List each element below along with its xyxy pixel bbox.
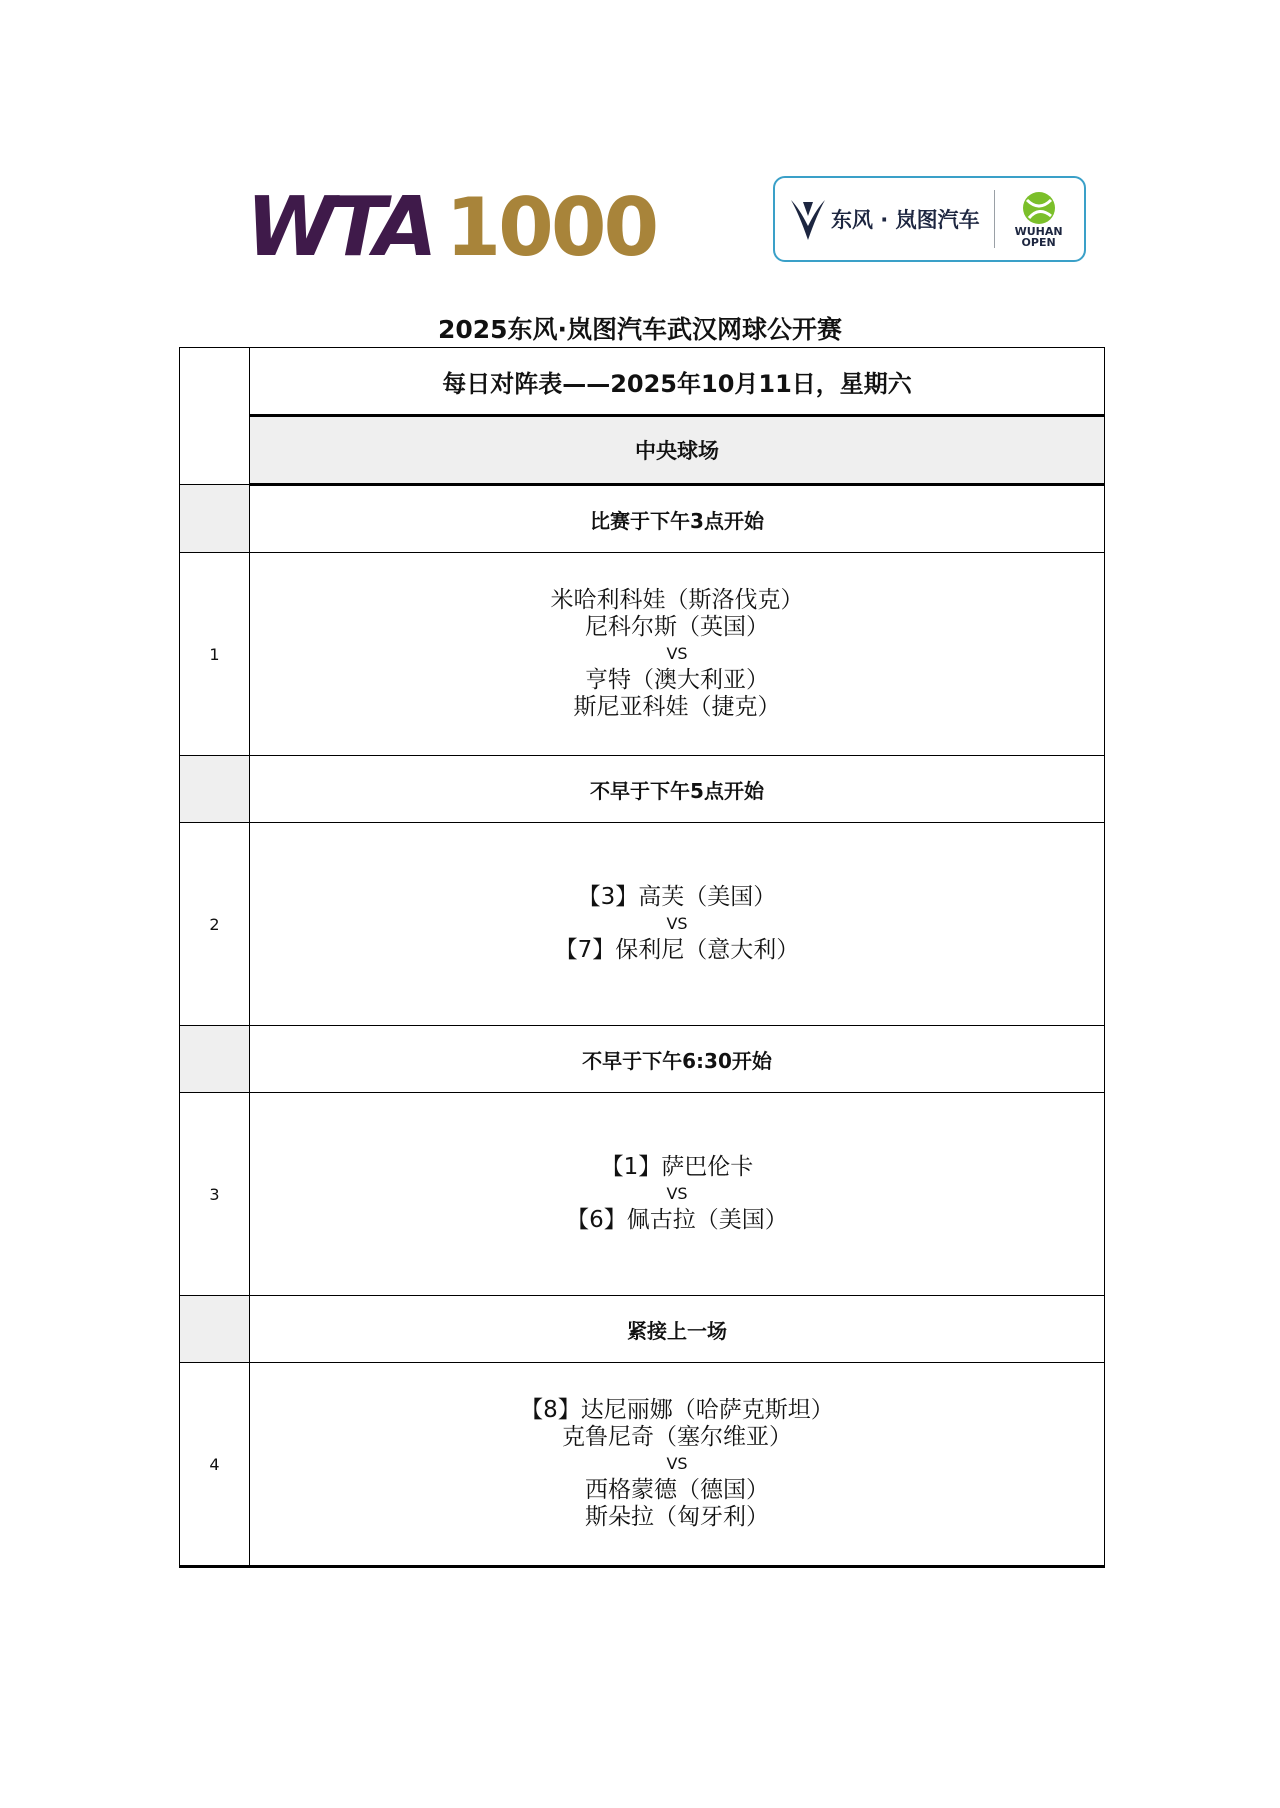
tournament-title: 2025东风·岚图汽车武汉网球公开赛 [437,315,843,344]
player-name: 【8】达尼丽娜（哈萨克斯坦） [520,1397,834,1423]
match-cell [250,553,1105,756]
wta-logo-number: 1000 [445,181,657,274]
player-name: 斯朵拉（匈牙利） [585,1504,769,1530]
match-cell [250,823,1105,1026]
player-name: 【7】保利尼（意大利） [554,937,800,963]
time-row-blank-cell [180,1296,250,1363]
time-row-blank-cell [180,1026,250,1093]
match-number: 3 [180,1093,250,1296]
time-row [180,1026,1105,1093]
time-row [180,485,1105,553]
court-name: 中央球场 [250,416,1105,485]
time-row [180,1296,1105,1363]
open-label: OPEN [1021,236,1056,249]
match-row [180,553,1105,756]
wta-1000-logo [246,180,657,275]
wuhan-label: WUHAN [1014,225,1063,238]
wta-logo-text: WTA [246,180,432,275]
vs-label: VS [666,1454,688,1473]
player-name: 西格蒙德（德国） [585,1477,769,1503]
vs-label: VS [666,1184,688,1203]
voyah-emblem-icon [789,196,827,242]
player-name: 克鲁尼奇（塞尔维亚） [562,1424,792,1450]
sponsor-divider [994,190,995,248]
time-row-blank-cell [180,756,250,823]
match-number: 2 [180,823,250,1026]
player-name: 【6】佩古拉（美国） [566,1207,788,1233]
player-name: 【3】高芙（美国） [577,884,777,910]
court-header-row [180,416,1105,485]
player-name: 米哈利科娃（斯洛伐克） [550,587,804,613]
player-name: 尼科尔斯（英国） [585,614,769,640]
sponsor-name: 东风 · 岚图汽车 [831,208,980,232]
vs-label: VS [666,644,688,663]
player-name: 【1】萨巴伦卡 [600,1154,754,1180]
match-row [180,823,1105,1026]
order-of-play-table [179,347,1105,1568]
player-name: 斯尼亚科娃（捷克） [573,694,781,720]
match-number: 1 [180,553,250,756]
match-cell [250,1093,1105,1296]
start-time: 比赛于下午3点开始 [250,485,1105,553]
player-name: 亨特（澳大利亚） [585,667,769,693]
date-header: 每日对阵表——2025年10月11日，星期六 [250,348,1105,416]
match-number: 4 [180,1363,250,1567]
vs-label: VS [666,914,688,933]
start-time: 不早于下午6:30开始 [250,1026,1105,1093]
start-time: 紧接上一场 [250,1296,1105,1363]
tennis-ball-icon [1021,190,1057,226]
start-time: 不早于下午5点开始 [250,756,1105,823]
match-row [180,1363,1105,1567]
sponsor-logo-box [773,176,1086,262]
time-row-blank-cell [180,485,250,553]
time-row [180,756,1105,823]
match-row [180,1093,1105,1296]
match-cell [250,1363,1105,1567]
header-blank-cell [180,348,250,485]
wuhan-open-logo [1007,190,1071,248]
date-header-row [180,348,1105,416]
